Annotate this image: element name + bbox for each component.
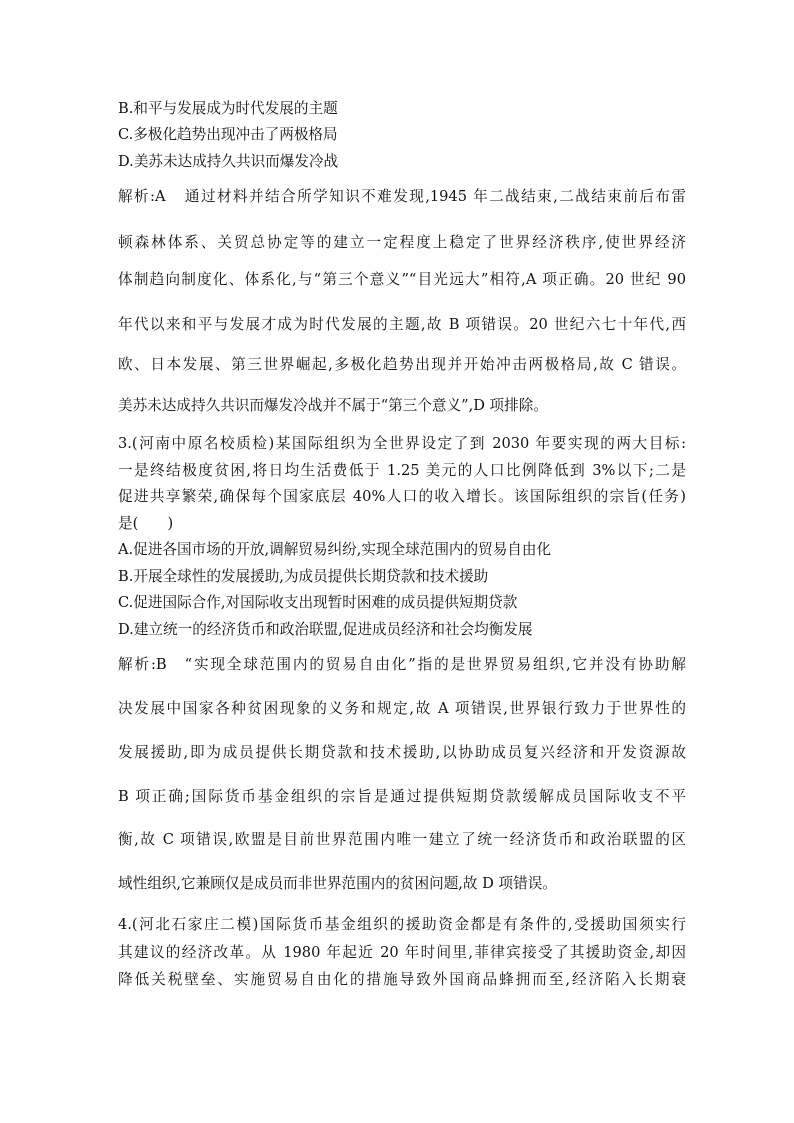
q2-analysis-line-2: 顿森林体系、关贸总协定等的建立一定程度上稳定了世界经济秩序,使世界经济 — [118, 234, 686, 251]
q2-option-c: C.多极化趋势出现冲击了两极格局 — [118, 126, 338, 143]
q3-analysis-line-6: 域性组织,它兼顾仅是成员而非世界范围内的贫困问题,故 D 项错误。 — [118, 875, 557, 892]
q3-stem-line-2: 一是终结极度贫困,将日均生活费低于 1.25 美元的人口比例降低到 3%以下;二是 — [118, 462, 686, 479]
q3-stem-line-4: 是( ) — [118, 515, 174, 532]
q2-analysis-line-1 — [118, 187, 686, 209]
q4-stem-line-1: 4.(河北石家庄二模)国际货币基金组织的援助资金都是有条件的,受援助国须实行 — [118, 916, 686, 933]
q2-analysis-line-5: 欧、日本发展、第三世界崛起,多极化趋势出现并开始冲击两极格局,故 C 错误。 — [118, 356, 686, 373]
q3-option-b: B.开展全球性的发展援助,为成员提供长期贷款和技术援助 — [118, 568, 489, 585]
q2-option-b: B.和平与发展成为时代发展的主题 — [118, 100, 338, 117]
q3-option-d: D.建立统一的经济货币和政治联盟,促进成员经济和社会均衡发展 — [118, 621, 533, 638]
q4-stem-line-3: 降低关税壁垒、实施贸易自由化的措施导致外国商品蜂拥而至,经济陷入长期衰 — [118, 971, 686, 988]
q3-analysis-line-4: B 项正确;国际货币基金组织的宗旨是通过提供短期贷款缓解成员国际收支不平 — [118, 788, 686, 805]
q3-analysis-line-2: 决发展中国家各种贫困现象的义务和规定,故 A 项错误,世界银行致力于世界性的 — [118, 700, 686, 717]
q2-option-d: D.美苏未达成持久共识而爆发冷战 — [118, 153, 339, 170]
q3-stem-line-3: 促进共享繁荣,确保每个国家底层 40%人口的收入增长。该国际组织的宗旨(任务) — [118, 488, 686, 505]
q3-option-c: C.促进国际合作,对国际收支出现暂时困难的成员提供短期贷款 — [118, 594, 518, 611]
q2-analysis-label: 解析:A — [118, 188, 166, 205]
q4-stem-line-2: 其建议的经济改革。从 1980 年起近 20 年时间里,菲律宾接受了其援助资金,却因 — [118, 944, 686, 961]
q2-analysis-text-1: 通过材料并结合所学知识不难发现,1945 年二战结束,二战结束前后布雷 — [183, 188, 686, 205]
q3-stem-line-1: 3.(河南中原名校质检)某国际组织为全世界设定了到 2030 年要实现的两大目标: — [118, 435, 686, 452]
q3-option-a: A.促进各国市场的开放,调解贸易纠纷,实现全球范围内的贸易自由化 — [118, 541, 552, 558]
q3-analysis-text-1: “实现全球范围内的贸易自由化”指的是世界贸易组织,它并没有协助解 — [184, 656, 686, 673]
q2-analysis-line-4: 年代以来和平与发展才成为时代发展的主题,故 B 项错误。20 世纪六七十年代,西 — [118, 316, 686, 333]
q3-analysis-label: 解析:B — [118, 656, 167, 673]
q3-analysis-line-5: 衡,故 C 项错误,欧盟是目前世界范围内唯一建立了统一经济货币和政治联盟的区 — [118, 831, 686, 848]
q2-analysis-line-6: 美苏未达成持久共识而爆发冷战并不属于“第三个意义”,D 项排除。 — [118, 397, 548, 414]
q3-analysis-line-1 — [118, 655, 686, 677]
q3-analysis-line-3: 发展援助,即为成员提供长期贷款和技术援助,以协助成员复兴经济和开发资源故 — [118, 744, 686, 761]
q2-analysis-line-3: 体制趋向制度化、体系化,与“第三个意义”“目光远大”相符,A 项正确。20 世纪 90 — [118, 271, 686, 288]
